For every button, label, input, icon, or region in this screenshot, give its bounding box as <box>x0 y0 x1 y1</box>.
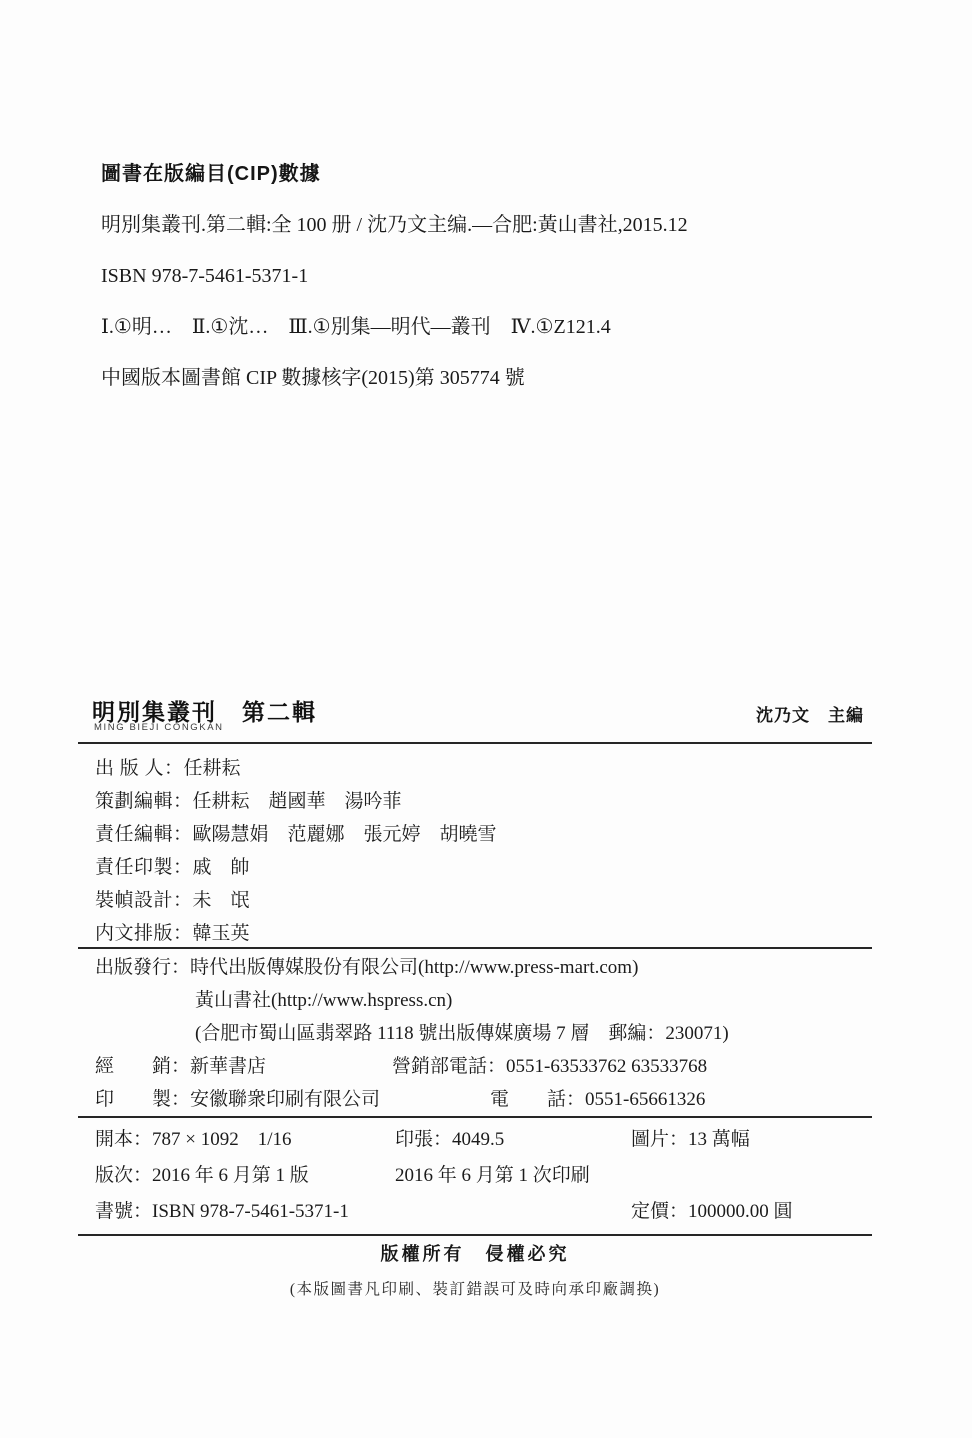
divider <box>78 1116 872 1118</box>
chief-editor: 沈乃文 主編 <box>756 706 864 725</box>
spec-printing: 2016 年 6 月第 1 次印刷 <box>395 1165 590 1186</box>
credit-planning-editors <box>95 785 855 818</box>
masthead <box>78 694 872 740</box>
printer-label: 印 製： <box>95 1089 191 1110</box>
credit-value: 戚 帥 <box>192 857 250 878</box>
publisher-name-url: 時代出版傳媒股份有限公司(http://www.press-mart.com) <box>190 957 639 978</box>
credit-label: 責任印製： <box>95 857 193 878</box>
spec-sheets: 印張：4049.5 <box>395 1129 505 1150</box>
replacement-note: (本版圖書凡印刷、裝訂錯誤可及時向承印廠調换) <box>289 1281 661 1298</box>
cip-classification: Ⅰ.①明… Ⅱ.①沈… Ⅲ.①別集—明代—叢刊 Ⅳ.①Z121.4 <box>101 316 611 338</box>
distributor-line <box>95 1050 865 1083</box>
printer-line <box>95 1083 865 1116</box>
credit-label: 責任編輯： <box>95 824 193 845</box>
credit-value: 任耕耘 <box>183 758 241 779</box>
printer-name: 安徽聯衆印刷有限公司 <box>190 1089 381 1110</box>
credits-block <box>95 752 855 950</box>
marketing-phone: 營銷部電話：0551-63533762 63533768 <box>392 1056 708 1077</box>
cip-isbn: ISBN 978-7-5461-5371-1 <box>101 265 309 287</box>
divider <box>78 1234 872 1236</box>
credit-publisher-person <box>95 752 855 785</box>
copyright-statement: 版權所有 侵權必究 <box>380 1244 570 1264</box>
cip-record-number: 中國版本圖書館 CIP 數據核字(2015)第 305774 號 <box>101 367 525 389</box>
cip-heading: 圖書在版編目(CIP)數據 <box>101 163 321 185</box>
spec-row-edition <box>95 1158 865 1194</box>
credit-value: 未 氓 <box>192 890 250 911</box>
cip-description: 明別集叢刊.第二輯:全 100 册 / 沈乃文主编.—合肥:黃山書社,2015.12 <box>101 214 688 236</box>
publisher-label: 出版發行： <box>95 957 191 978</box>
divider <box>78 947 872 949</box>
credit-print-supervisor <box>95 851 855 884</box>
credit-label: 内文排版： <box>95 923 193 944</box>
printer-phone: 電 話：0551-65661326 <box>490 1089 706 1110</box>
spec-images: 圖片：13 萬幅 <box>631 1129 750 1150</box>
credit-value: 歐陽慧娟 范麗娜 張元婷 胡曉雪 <box>192 824 497 845</box>
book-title: 明別集叢刊 第二輯 <box>92 699 317 725</box>
spec-row-booknumber <box>95 1194 865 1230</box>
spec-edition: 版次：2016 年 6 月第 1 版 <box>95 1165 309 1186</box>
publisher-address: (合肥市蜀山區翡翠路 1118 號出版傳媒廣場 7 層 郵編：230071) <box>195 1023 729 1044</box>
publisher-line-2: 黃山書社(http://www.hspress.cn) <box>195 990 453 1011</box>
credit-label: 策劃編輯： <box>95 791 193 812</box>
distributor-name: 新華書店 <box>190 1056 267 1077</box>
spec-format: 開本：787 × 1092 1/16 <box>95 1129 292 1150</box>
spec-price: 定價：100000.00 圓 <box>631 1201 793 1222</box>
spec-book-number: 書號：ISBN 978-7-5461-5371-1 <box>95 1201 349 1222</box>
credit-typesetter <box>95 917 855 950</box>
divider <box>78 742 872 744</box>
spec-row-format <box>95 1122 865 1158</box>
credit-label: 出 版 人： <box>95 758 184 779</box>
specs-block <box>95 1122 865 1230</box>
credit-value: 韓玉英 <box>192 923 250 944</box>
credit-label: 裝幀設計： <box>95 890 193 911</box>
footer-block <box>78 1240 872 1299</box>
publishing-block <box>95 951 865 1116</box>
cip-block <box>101 162 841 417</box>
credit-value: 任耕耘 趙國華 湯吟菲 <box>192 791 402 812</box>
credit-responsible-editors <box>95 818 855 851</box>
publisher-line <box>95 951 865 984</box>
credit-binding-designer <box>95 884 855 917</box>
distributor-label: 經 銷： <box>95 1056 191 1077</box>
book-title-romanized: MING BIEJI CONGKAN <box>94 722 224 733</box>
